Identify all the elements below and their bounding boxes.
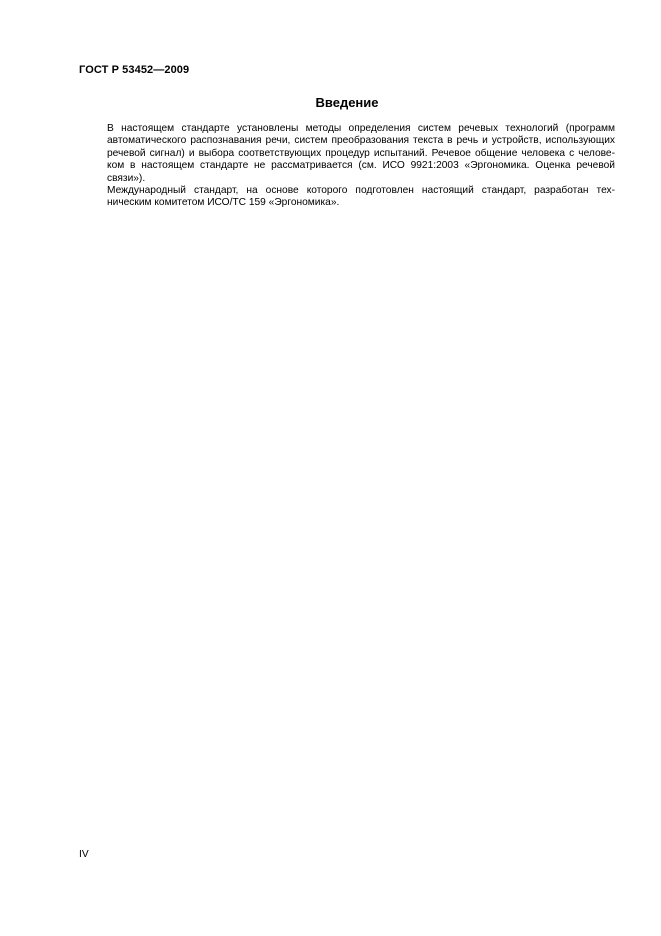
text-line: ком в настоящем стандарте не рассматривается (см. ИСО 9921:2003 «Эргономика. Оценка речевой: [107, 160, 615, 172]
text-line: связи»).: [107, 172, 146, 184]
body-text: [79, 123, 615, 210]
text-line: В настоящем стандарте установлены методы определения систем речевых технологий (программ: [107, 123, 615, 134]
section-title: Введение: [315, 95, 379, 110]
text-line: автоматического распознавания речи, систем преобразования текста в речь и устройств, использующих: [107, 135, 615, 147]
paragraph-international-standard: [79, 185, 615, 210]
paragraph-intro: [79, 123, 615, 185]
text-line: Международный стандарт, на основе которого подготовлен настоящий стандарт, разработан тех-: [107, 185, 615, 197]
document-code: ГОСТ Р 53452—2009: [79, 64, 190, 76]
text-line: ническим комитетом ИСО/ТС 159 «Эргономика».: [107, 197, 340, 209]
text-line: речевой сигнал) и выбора соответствующих процедур испытаний. Речевое общение человека с челове-: [107, 147, 615, 159]
page-number: IV: [79, 849, 89, 860]
